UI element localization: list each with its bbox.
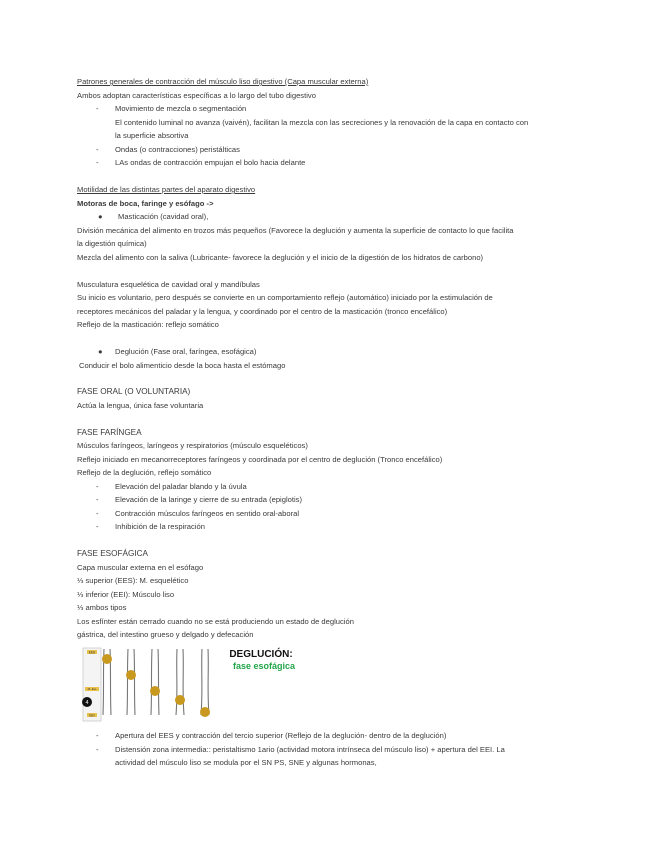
musculatura-title: Musculatura esquelética de cavidad oral y mandíbulas	[77, 280, 260, 289]
final-list-item: actividad del músculo liso se modula por el SN PS, SNE y algunas hormonas,	[115, 758, 377, 767]
esophagus-tube-2	[127, 649, 135, 715]
step-number: 4	[85, 700, 89, 706]
heading-patrones-generales: Patrones generales de contracción del músculo liso digestivo (Capa muscular externa)	[77, 77, 369, 86]
musculo-liso-label: M. liso	[87, 687, 97, 692]
bullet-dot: ●	[98, 347, 103, 356]
list-dash: -	[96, 104, 99, 113]
esofagica-text: Capa muscular externa en el esófago	[77, 563, 204, 572]
bullet-masticacion: Masticación (cavidad oral),	[118, 212, 209, 221]
faringea-text: Músculos faríngeos, laríngeos y respiratorios (músculo esqueléticos)	[77, 441, 308, 450]
list-item-ondas: Ondas (o contracciones) peristálticas	[115, 145, 240, 154]
faringea-list-item: Inhibición de la respiración	[115, 522, 205, 531]
reflejo-masticacion: Reflejo de la masticación: reflejo somático	[77, 320, 219, 329]
list-dash: -	[96, 495, 99, 504]
esofagica-text: gástrica, del intestino grueso y delgado y defecación	[77, 630, 254, 639]
fase-oral-title: FASE ORAL (O VOLUNTARIA)	[77, 387, 191, 396]
bolus	[150, 686, 160, 696]
bullet-dot: ●	[98, 212, 103, 221]
list-dash: -	[96, 731, 99, 740]
list-dash: -	[96, 509, 99, 518]
heading-motilidad: Motilidad de las distintas partes del aparato digestivo	[77, 185, 256, 194]
faringea-list-item: Contracción músculos faríngeos en sentido oral-aboral	[115, 509, 300, 518]
esophagus-diagram	[80, 645, 301, 724]
esophagus-tube-3	[151, 649, 159, 715]
faringea-list-item: Elevación de la laringe y cierre de su entrada (epiglotis)	[115, 495, 302, 504]
esofagica-text: ⅓ inferior (EEI): Músculo liso	[77, 590, 175, 599]
final-list-item: Distensión zona intermedia:: peristaltismo 1ario (actividad motora intrínseca del músculo liso) + apertura del EEI. La	[115, 745, 505, 754]
figure-subtitle: fase esofágica	[232, 661, 296, 671]
final-list-item: Apertura del EES y contracción del tercio superior (Reflejo de la deglución- dentro de la deglución)	[115, 731, 447, 740]
list-item-mezcla-desc: El contenido luminal no avanza (vaivén), facilitan la mezcla con las secreciones y la renovación de la capa en contacto con	[115, 118, 529, 127]
fase-oral-text: Actúa la lengua, única fase voluntaria	[77, 401, 204, 410]
musculatura-text: receptores mecánicos del paladar y la lengua, y coordinado por el centro de la masticación (tronco encefálico)	[77, 307, 448, 316]
list-item-ondas-desc: LAs ondas de contracción empujan el bolo hacia delante	[115, 158, 306, 167]
paragraph-division: División mecánica del alimento en trozos más pequeños (Favorece la deglución y aumenta la superficie de contacto lo que facilita	[77, 226, 514, 235]
esofagica-text: ⅓ ambos tipos	[77, 603, 127, 612]
bolus	[200, 707, 210, 717]
fase-faringea-title: FASE FARÍNGEA	[77, 428, 142, 437]
list-item-mezcla-desc: la superficie absortiva	[115, 131, 189, 140]
esophagus-tube-4	[176, 649, 184, 715]
list-dash: -	[96, 482, 99, 491]
eei-label: EEI	[89, 713, 95, 718]
paragraph-mezcla: Mezcla del alimento con la saliva (Lubricante- favorece la deglución y el inicio de la digestión de los hidratos de carbono)	[77, 253, 484, 262]
list-dash: -	[96, 745, 99, 754]
list-dash: -	[96, 145, 99, 154]
ees-label: EES	[88, 650, 96, 655]
fase-esofagica-title: FASE ESOFÁGICA	[77, 549, 148, 558]
figure-title: DEGLUCIÓN:	[229, 649, 293, 660]
list-dash: -	[96, 158, 99, 167]
esofagica-text: Los esfínter están cerrado cuando no se está produciendo un estado de deglución	[77, 617, 354, 626]
intro-text: Ambos adoptan características específicas a lo largo del tubo digestivo	[77, 91, 316, 100]
faringea-text: Reflejo de la deglución, reflejo somático	[77, 468, 212, 477]
bullet-deglucion: Deglución (Fase oral, faríngea, esofágica)	[115, 347, 257, 356]
list-item-mezcla: Movimiento de mezcla o segmentación	[115, 104, 247, 113]
esophagus-tube-5	[201, 649, 209, 715]
esofagica-text: ⅓ superior (EES): M. esquelético	[77, 576, 189, 585]
bolus	[126, 670, 136, 680]
faringea-text: Reflejo iniciado en mecanorreceptores faríngeos y coordinada por el centro de deglución (Tronco encefálico)	[77, 455, 443, 464]
paragraph-division: la digestión química)	[77, 239, 147, 248]
deglucion-figure	[80, 645, 301, 724]
bolus	[102, 654, 112, 664]
conducir-bolo: Conducir el bolo alimenticio desde la boca hasta el estómago	[79, 361, 286, 370]
musculatura-text: Su inicio es voluntario, pero después se convierte en un comportamiento reflejo (automático) iniciado por la estimulación de	[77, 293, 493, 302]
subheading-motoras: Motoras de boca, faringe y esófago ->	[77, 199, 214, 208]
faringea-list-item: Elevación del paladar blando y la úvula	[115, 482, 247, 491]
esophagus-tubes	[103, 649, 209, 715]
bolus	[175, 695, 185, 705]
label-column	[83, 648, 101, 721]
list-dash: -	[96, 522, 99, 531]
